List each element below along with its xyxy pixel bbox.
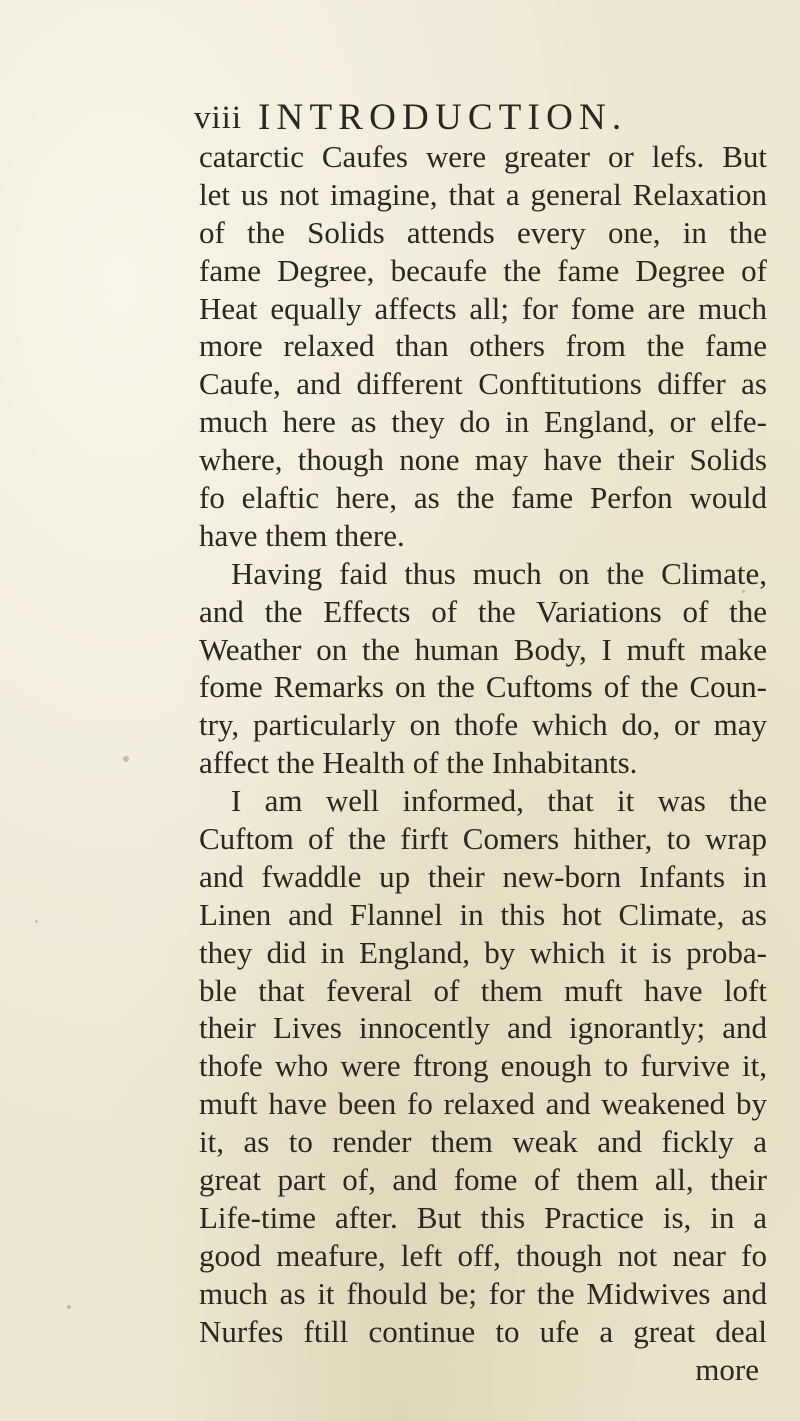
paper-foxing-spot bbox=[35, 920, 38, 923]
body-text bbox=[199, 138, 767, 1388]
text-line: good meafure, left off, though not near fo bbox=[199, 1237, 767, 1273]
page-number: viii bbox=[194, 100, 243, 136]
text-line: fome Remarks on the Cuftoms of the Coun- bbox=[199, 669, 767, 705]
text-line: Caufe, and different Conftitutions differ as bbox=[199, 366, 767, 402]
text-line: Nurfes ftill continue to ufe a great deal bbox=[199, 1313, 767, 1349]
text-line: they did in England, by which it is proba- bbox=[199, 934, 767, 970]
text-line: much as it fhould be; for the Midwives and bbox=[199, 1275, 767, 1311]
paragraph-start-line: I am well informed, that it was the bbox=[231, 783, 767, 819]
text-line: their Lives innocently and ignorantly; and bbox=[199, 1010, 767, 1046]
text-line: Life-time after. But this Practice is, in a bbox=[199, 1199, 767, 1235]
paper-foxing-spot bbox=[67, 1305, 71, 1309]
text-line: catarctic Caufes were greater or lefs. But bbox=[199, 139, 767, 174]
text-line: Linen and Flannel in this hot Climate, as bbox=[199, 896, 767, 932]
text-line: Cuftom of the firft Comers hither, to wrap bbox=[199, 821, 767, 857]
text-line: and the Effects of the Variations of the bbox=[199, 593, 767, 629]
text-line: ble that feveral of them muft have loft bbox=[199, 972, 767, 1008]
text-line: muft have been fo relaxed and weakened by bbox=[199, 1086, 767, 1122]
text-line: fo elaftic here, as the fame Perfon would bbox=[199, 480, 767, 516]
text-line: it, as to render them weak and fickly a bbox=[199, 1124, 767, 1160]
text-line: of the Solids attends every one, in the bbox=[199, 214, 767, 250]
text-line: where, though none may have their Solids bbox=[199, 442, 767, 478]
text-line: more relaxed than others from the fame bbox=[199, 328, 767, 364]
text-line: Weather on the human Body, I muft make bbox=[199, 631, 767, 667]
running-title: INTRODUCTION. bbox=[258, 97, 628, 138]
text-line: fame Degree, becaufe the fame Degree of bbox=[199, 252, 767, 288]
text-line: Heat equally affects all; for fome are much bbox=[199, 290, 767, 326]
text-line: let us not imagine, that a general Relaxation bbox=[199, 176, 767, 212]
running-head bbox=[194, 96, 754, 136]
text-line: thofe who were ftrong enough to furvive it, bbox=[199, 1048, 767, 1084]
paper-foxing-spot bbox=[123, 756, 129, 762]
catchword: more bbox=[695, 1351, 759, 1387]
text-line: much here as they do in England, or elfe- bbox=[199, 404, 767, 440]
text-line: try, particularly on thofe which do, or may bbox=[199, 707, 767, 743]
text-line: have them there. bbox=[199, 517, 405, 553]
paragraph-start-line: Having faid thus much on the Climate, bbox=[231, 555, 767, 591]
text-line: and fwaddle up their new-born Infants in bbox=[199, 858, 767, 894]
text-line: great part of, and fome of them all, their bbox=[199, 1162, 767, 1198]
text-line: affect the Health of the Inhabitants. bbox=[199, 745, 638, 781]
paper-foxing-spot bbox=[742, 590, 745, 593]
